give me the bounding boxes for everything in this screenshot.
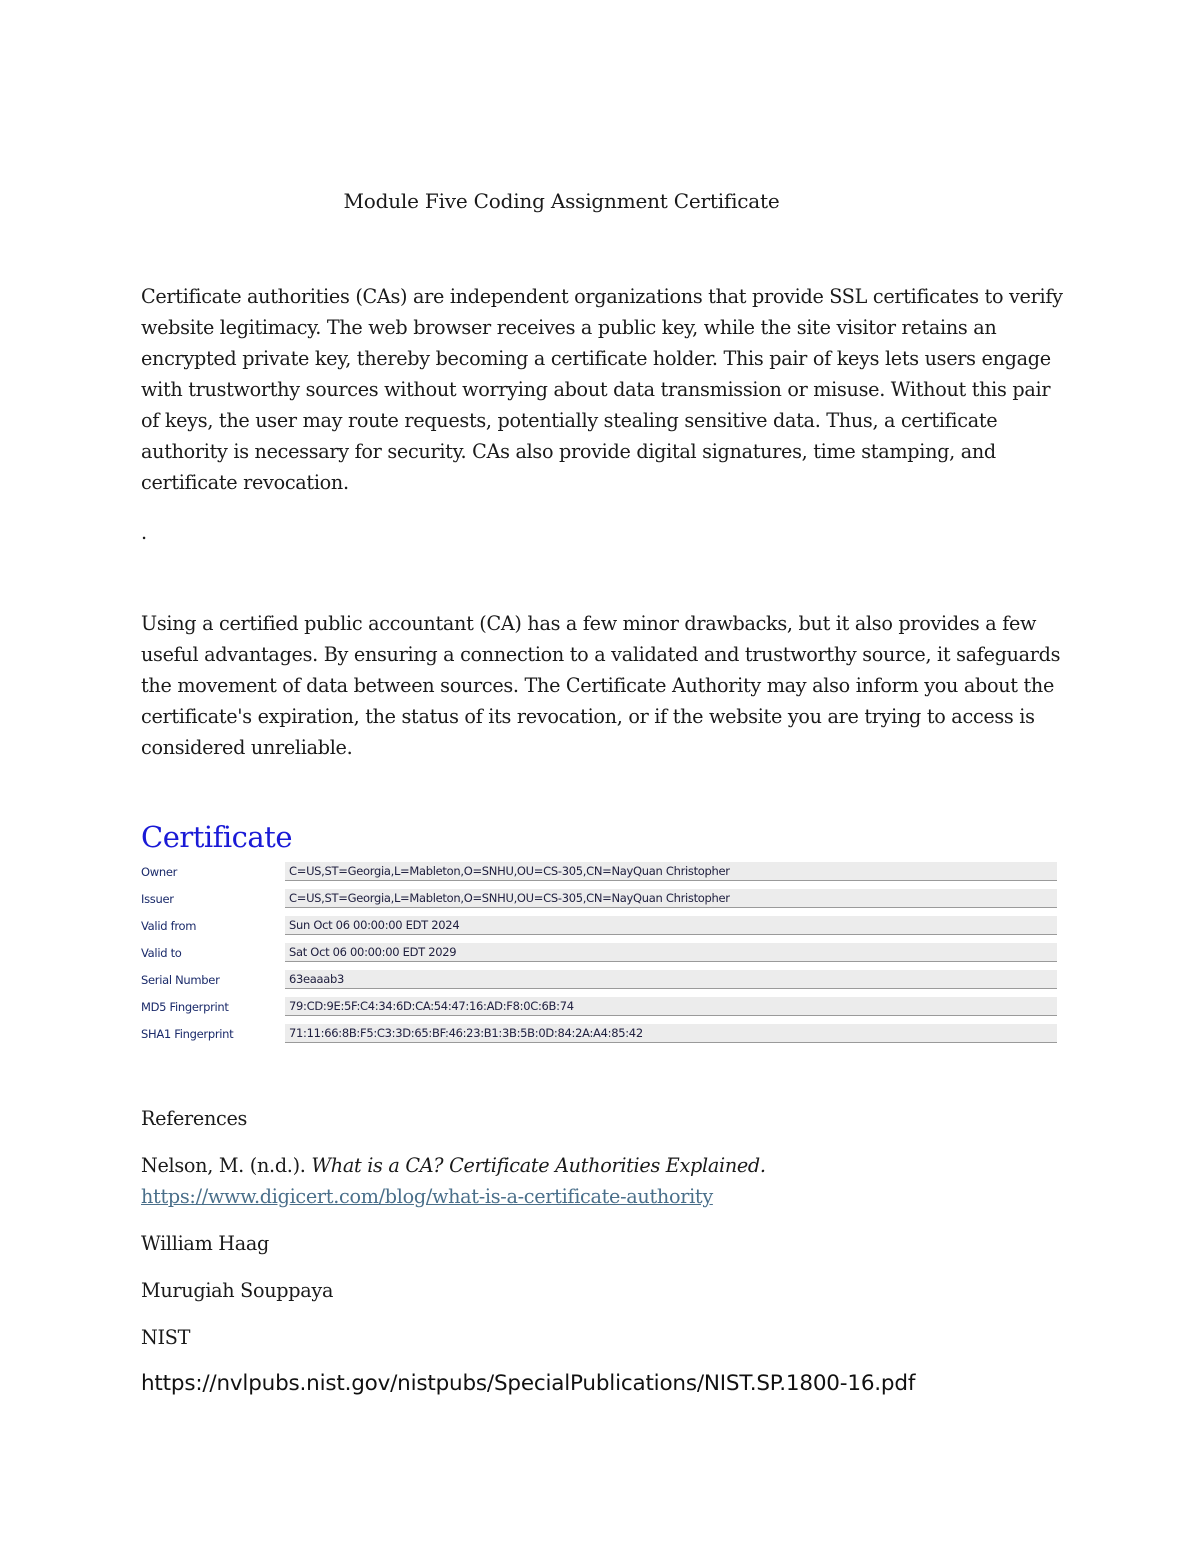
paragraph-ca-advantages: Using a certified public accountant (CA) has a few minor drawbacks, but it also provides a few useful advantages. By ensuring a connection to a validated and trustworthy source, it safeguards the movement of data between sources. The Certificate Authority may also inform you about the certificate's expiration, the status of its revocation, or if the website you are trying to access is considered unreliable.	[141, 612, 1061, 759]
references-heading: References	[141, 1107, 248, 1130]
cert-row-md5-fingerprint	[141, 995, 1059, 1022]
cert-label: SHA1 Fingerprint	[141, 1027, 234, 1041]
certificate-table	[141, 860, 1059, 1049]
cert-value-field[interactable]: 71:11:66:8B:F5:C3:3D:65:BF:46:23:B1:3B:5B:0D:84:2A:A4:85:42	[285, 1024, 1057, 1043]
reference-link-nist[interactable]: https://nvlpubs.nist.gov/nistpubs/SpecialPublications/NIST.SP.1800-16.pdf	[141, 1371, 916, 1396]
paragraph-separator: .	[141, 521, 147, 544]
cert-label: MD5 Fingerprint	[141, 1000, 229, 1014]
cert-row-sha1-fingerprint	[141, 1022, 1059, 1049]
document-title: Module Five Coding Assignment Certificate	[343, 189, 780, 213]
reference-author-haag: William Haag	[141, 1232, 269, 1255]
cert-value-field[interactable]: 63eaaab3	[285, 970, 1057, 989]
reference-title: What is a CA? Certificate Authorities Explained.	[311, 1154, 766, 1177]
cert-row-serial-number	[141, 968, 1059, 995]
cert-value-field[interactable]: C=US,ST=Georgia,L=Mableton,O=SNHU,OU=CS-305,CN=NayQuan Christopher	[285, 889, 1057, 908]
reference-organization: NIST	[141, 1326, 191, 1349]
cert-row-valid-from	[141, 914, 1059, 941]
cert-label: Valid from	[141, 919, 197, 933]
certificate-heading: Certificate	[141, 820, 292, 854]
reference-link-digicert[interactable]: https://www.digicert.com/blog/what-is-a-certificate-authority	[141, 1185, 713, 1208]
cert-label: Valid to	[141, 946, 182, 960]
cert-value-field[interactable]: 79:CD:9E:5F:C4:34:6D:CA:54:47:16:AD:F8:0C:6B:74	[285, 997, 1057, 1016]
cert-value-field[interactable]: Sun Oct 06 00:00:00 EDT 2024	[285, 916, 1057, 935]
cert-row-valid-to	[141, 941, 1059, 968]
reference-author-souppaya: Murugiah Souppaya	[141, 1279, 334, 1302]
cert-value-field[interactable]: C=US,ST=Georgia,L=Mableton,O=SNHU,OU=CS-305,CN=NayQuan Christopher	[285, 862, 1057, 881]
paragraph-ca-overview: Certificate authorities (CAs) are independent organizations that provide SSL certificates to verify website legitimacy. The web browser receives a public key, while the site visitor retains an encrypted private key, thereby becoming a certificate holder. This pair of keys lets users engage with trustworthy sources without worrying about data transmission or misuse. Without this pair of keys, the user may route requests, potentially stealing sensitive data. Thus, a certificate authority is necessary for security. CAs also provide digital signatures, time stamping, and certificate revocation.	[141, 285, 1063, 494]
cert-label: Serial Number	[141, 973, 220, 987]
cert-label: Owner	[141, 865, 178, 879]
cert-row-issuer	[141, 887, 1059, 914]
reference-author-date: Nelson, M. (n.d.).	[141, 1154, 312, 1177]
cert-label: Issuer	[141, 892, 174, 906]
cert-value-field[interactable]: Sat Oct 06 00:00:00 EDT 2029	[285, 943, 1057, 962]
cert-row-owner	[141, 860, 1059, 887]
reference-entry-nelson	[141, 1150, 1071, 1181]
